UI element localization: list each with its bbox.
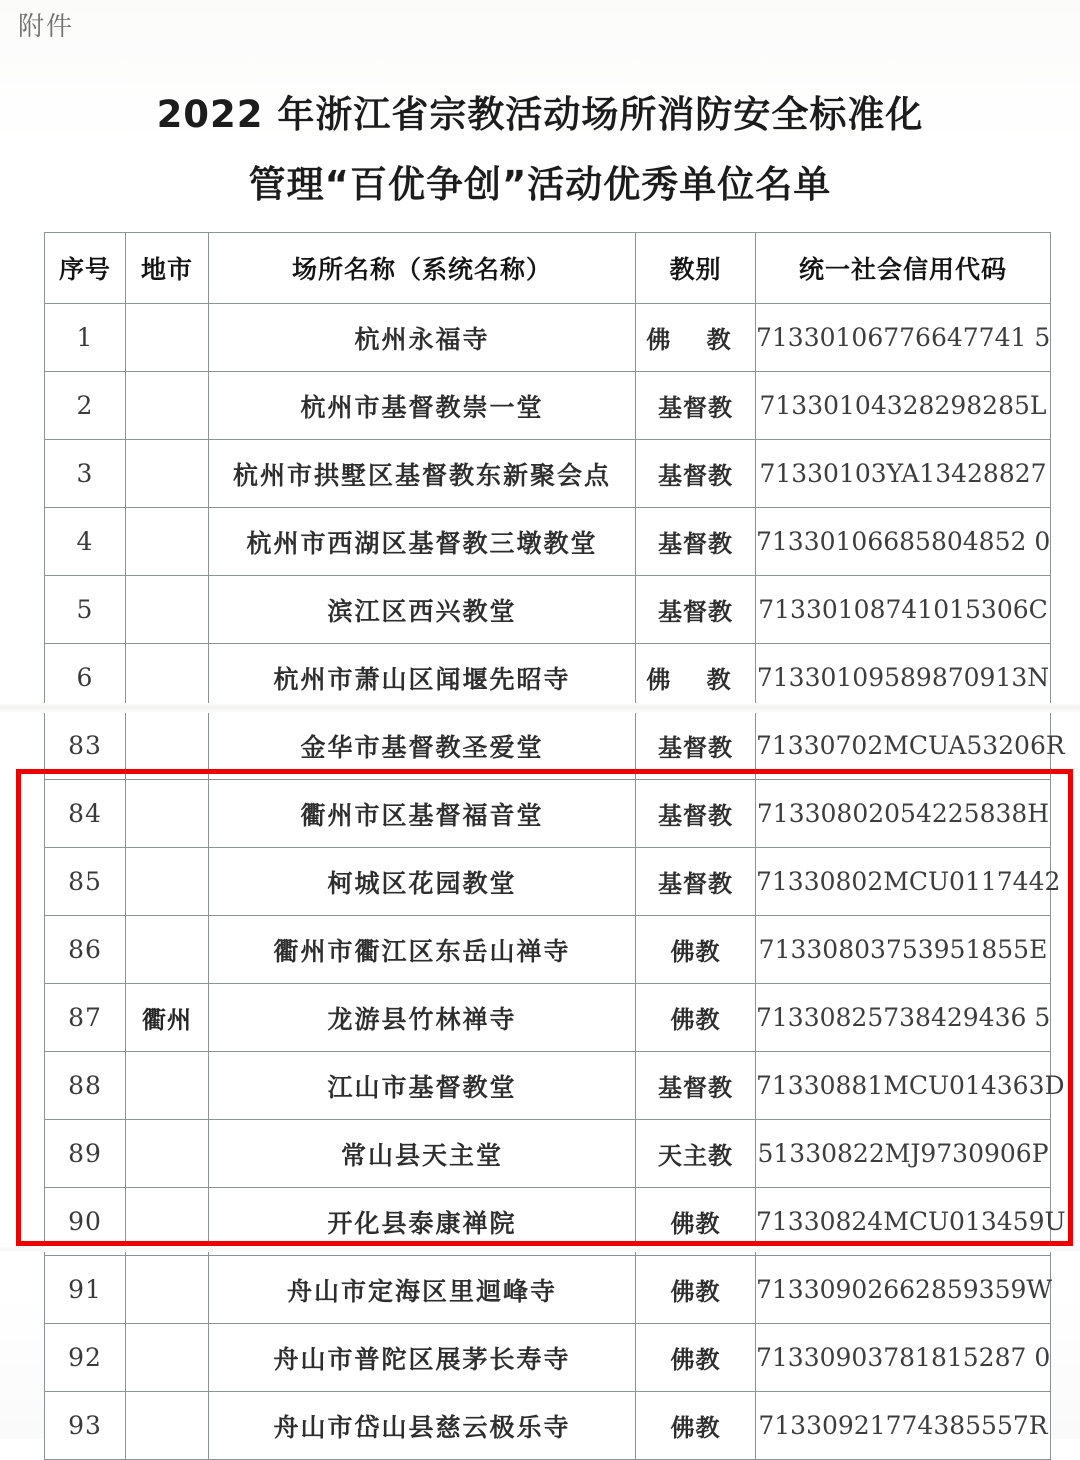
table-row: [45, 712, 1051, 780]
cell-venue-name: 杭州市西湖区基督教三墩教堂: [209, 508, 636, 576]
cell-city: [126, 712, 209, 780]
table-row: [45, 1052, 1051, 1120]
cell-city: [126, 916, 209, 984]
cell-religion: 基督教: [636, 440, 756, 508]
cell-credit-code: 71330803753951855E: [756, 916, 1051, 984]
cell-venue-name: 龙游县竹林禅寺: [209, 984, 636, 1052]
cell-venue-name: 杭州永福寺: [209, 304, 636, 372]
cell-city: [126, 1188, 209, 1256]
cell-city: [126, 1392, 209, 1460]
cell-credit-code: 71330802054225838H: [756, 780, 1051, 848]
cell-religion: 佛教: [636, 1324, 756, 1392]
cell-venue-name: 杭州市基督教崇一堂: [209, 372, 636, 440]
title-line-1: 2022 年浙江省宗教活动场所消防安全标准化: [156, 93, 924, 136]
table-row: [45, 304, 1051, 372]
cell-venue-name: 衢州市区基督福音堂: [209, 780, 636, 848]
cell-city: [126, 1052, 209, 1120]
cell-religion: 基督教: [636, 508, 756, 576]
cell-venue-name: 江山市基督教堂: [209, 1052, 636, 1120]
cell-credit-code: 71330109589870913N: [756, 644, 1051, 712]
table-row: [45, 848, 1051, 916]
attachment-label: 附件: [18, 12, 75, 42]
cell-religion: 佛教: [636, 1188, 756, 1256]
cell-venue-name: 舟山市岱山县慈云极乐寺: [209, 1392, 636, 1460]
cell-city: [126, 440, 209, 508]
column-header-seq: 序号: [45, 233, 126, 304]
table-row: [45, 780, 1051, 848]
cell-credit-code: 71330802MCU0117442: [756, 848, 1051, 916]
cell-venue-name: 开化县泰康禅院: [209, 1188, 636, 1256]
cell-sequence-number: 6: [45, 644, 126, 712]
table-row: [45, 916, 1051, 984]
cell-sequence-number: 5: [45, 576, 126, 644]
title-line-2: 管理“百优争创”活动优秀单位名单: [248, 163, 832, 206]
cell-venue-name: 滨江区西兴教堂: [209, 576, 636, 644]
cell-city: [126, 304, 209, 372]
cell-sequence-number: 92: [45, 1324, 126, 1392]
cell-religion: 佛教: [636, 916, 756, 984]
cell-credit-code: 71330702MCUA53206R: [756, 712, 1051, 780]
cell-sequence-number: 87: [45, 984, 126, 1052]
table-row: [45, 372, 1051, 440]
table-row: [45, 984, 1051, 1052]
cell-credit-code: 71330824MCU013459U: [756, 1188, 1051, 1256]
cell-city: [126, 780, 209, 848]
cell-religion: 佛教: [636, 984, 756, 1052]
cell-city: [126, 644, 209, 712]
cell-sequence-number: 90: [45, 1188, 126, 1256]
cell-venue-name: 柯城区花园教堂: [209, 848, 636, 916]
cell-city: [126, 1256, 209, 1324]
cell-venue-name: 常山县天主堂: [209, 1120, 636, 1188]
cell-sequence-number: 91: [45, 1256, 126, 1324]
cell-sequence-number: 93: [45, 1392, 126, 1460]
table-row: [45, 508, 1051, 576]
cell-sequence-number: 83: [45, 712, 126, 780]
cell-credit-code: 71330881MCU014363D: [756, 1052, 1051, 1120]
cell-venue-name: 杭州市拱墅区基督教东新聚会点: [209, 440, 636, 508]
cell-venue-name: 杭州市萧山区闻堰先昭寺: [209, 644, 636, 712]
cell-credit-code: 71330902662859359W: [756, 1256, 1051, 1324]
cell-sequence-number: 86: [45, 916, 126, 984]
cell-sequence-number: 85: [45, 848, 126, 916]
table-row: [45, 1120, 1051, 1188]
cell-venue-name: 金华市基督教圣爱堂: [209, 712, 636, 780]
cell-city: 衢州: [126, 984, 209, 1052]
page-title: [0, 80, 1080, 220]
table-row: [45, 1392, 1051, 1460]
cell-venue-name: 舟山市普陀区展茅长寿寺: [209, 1324, 636, 1392]
cell-credit-code: 71330103YA13428827: [756, 440, 1051, 508]
cell-religion: 基督教: [636, 780, 756, 848]
column-header-religion: 教别: [636, 233, 756, 304]
cell-religion: 基督教: [636, 372, 756, 440]
cell-city: [126, 508, 209, 576]
cell-credit-code: 71330921774385557R: [756, 1392, 1051, 1460]
cell-credit-code: 71330104328298285L: [756, 372, 1051, 440]
table-row: [45, 1324, 1051, 1392]
cell-religion: 佛 教: [636, 304, 756, 372]
cell-sequence-number: 89: [45, 1120, 126, 1188]
cell-sequence-number: 3: [45, 440, 126, 508]
table-row: [45, 644, 1051, 712]
cell-religion: 基督教: [636, 1052, 756, 1120]
cell-city: [126, 1120, 209, 1188]
cell-sequence-number: 2: [45, 372, 126, 440]
column-header-name: 场所名称（系统名称）: [209, 233, 636, 304]
cell-city: [126, 848, 209, 916]
cell-sequence-number: 1: [45, 304, 126, 372]
cell-credit-code: 71330903781815287 0: [756, 1324, 1051, 1392]
cell-religion: 基督教: [636, 576, 756, 644]
cell-credit-code: 71330108741015306C: [756, 576, 1051, 644]
cell-sequence-number: 88: [45, 1052, 126, 1120]
cell-sequence-number: 4: [45, 508, 126, 576]
cell-city: [126, 1324, 209, 1392]
table-row: [45, 576, 1051, 644]
column-header-city: 地市: [126, 233, 209, 304]
cell-credit-code: 71330106685804852 0: [756, 508, 1051, 576]
cell-city: [126, 372, 209, 440]
table-header-row: [45, 233, 1051, 304]
cell-religion: 佛教: [636, 1392, 756, 1460]
cell-religion: 佛教: [636, 1256, 756, 1324]
table-body: [45, 304, 1066, 1460]
column-header-code: 统一社会信用代码: [756, 233, 1051, 304]
units-table: [44, 232, 1066, 1460]
cell-credit-code: 71330825738429436 5: [756, 984, 1051, 1052]
cell-credit-code: 71330106776647741 5: [756, 304, 1051, 372]
cell-religion: 天主教: [636, 1120, 756, 1188]
cell-religion: 基督教: [636, 848, 756, 916]
cell-venue-name: 衢州市衢江区东岳山禅寺: [209, 916, 636, 984]
cell-city: [126, 576, 209, 644]
table-row: [45, 1256, 1051, 1324]
cell-sequence-number: 84: [45, 780, 126, 848]
table-row: [45, 440, 1051, 508]
cell-credit-code: 51330822MJ9730906P: [756, 1120, 1051, 1188]
table-row: [45, 1188, 1051, 1256]
cell-venue-name: 舟山市定海区里迴峰寺: [209, 1256, 636, 1324]
cell-religion: 佛 教: [636, 644, 756, 712]
cell-religion: 基督教: [636, 712, 756, 780]
